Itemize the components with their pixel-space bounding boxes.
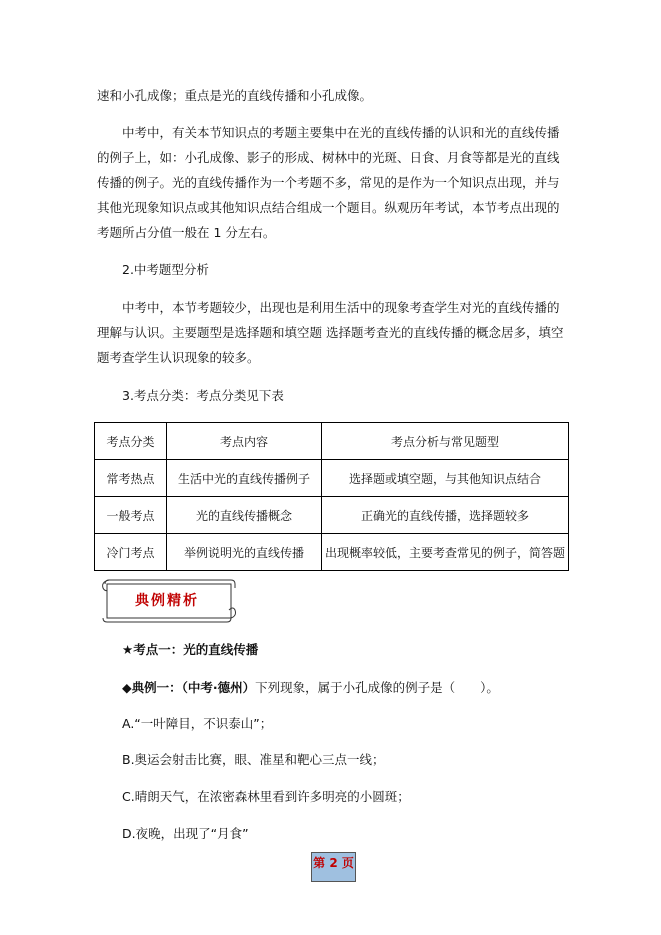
banner-label: 典例精析 [135, 593, 199, 609]
table-cell: 常考热点 [95, 460, 167, 497]
paragraph-exam-overview: 中考中，有关本节知识点的考题主要集中在光的直线传播的认识和光的直线传播的例子上，如：小孔成像、影子的形成、树林中的光斑、日食、月食等都是光的直线传播的例子。光的直线传播作为一个考题不多，常见的是作为一个知识点出现，并与其他光现象知识点或其他知识点结合组成一个题目。纵观历年考试，本节考点出现的考题所占分值一般在 1 分左右。 [97, 125, 560, 240]
table-row [95, 497, 569, 534]
kaodian-heading: ★考点一：光的直线传播 [122, 642, 259, 657]
option-c: C.晴朗天气，在浓密森林里看到许多明亮的小圆斑； [122, 789, 410, 804]
option-a: A.“一叶障目，不识泰山”； [122, 716, 273, 731]
option-b: B.奥运会射击比赛，眼、准星和靶心三点一线； [122, 752, 385, 767]
paragraph-intro-tail: 速和小孔成像；重点是光的直线传播和小孔成像。 [97, 88, 373, 103]
table-row [95, 534, 569, 571]
example-question: 下列现象，属于小孔成像的例子是（ ）。 [255, 680, 499, 695]
page-number-box [311, 852, 356, 882]
table-cell: 生活中光的直线传播例子 [167, 460, 322, 497]
paragraph-question-type: 中考中，本节考题较少，出现也是利用生活中的现象考查学生对光的直线传播的理解与认识。主要题型是选择题和填空题 选择题考查光的直线传播的概念居多，填空题考查学生认识现象的较多。 [97, 300, 564, 365]
table-cell: 正确光的直线传播，选择题较多 [322, 497, 569, 534]
table-header-row [95, 423, 569, 460]
classification-table [94, 422, 569, 571]
example-line [122, 678, 499, 698]
table-cell: 一般考点 [95, 497, 167, 534]
option-d: D.夜晚，出现了“月食” [122, 826, 249, 841]
table-header-cell: 考点内容 [167, 423, 322, 460]
example-source: ◆典例一：（中考·德州） [122, 680, 256, 695]
table-cell: 出现概率较低，主要考查常见的例子，简答题 [322, 534, 569, 571]
page-number: 第 2 页 [313, 856, 354, 870]
table-row [95, 460, 569, 497]
table-cell: 冷门考点 [95, 534, 167, 571]
table-cell: 举例说明光的直线传播 [167, 534, 322, 571]
table-header-cell: 考点分析与常见题型 [322, 423, 569, 460]
table-cell: 选择题或填空题，与其他知识点结合 [322, 460, 569, 497]
table-cell: 光的直线传播概念 [167, 497, 322, 534]
heading-question-type-analysis: 2.中考题型分析 [122, 262, 209, 277]
section-banner [97, 578, 237, 624]
heading-classification: 3.考点分类：考点分类见下表 [122, 388, 284, 403]
table-header-cell: 考点分类 [95, 423, 167, 460]
